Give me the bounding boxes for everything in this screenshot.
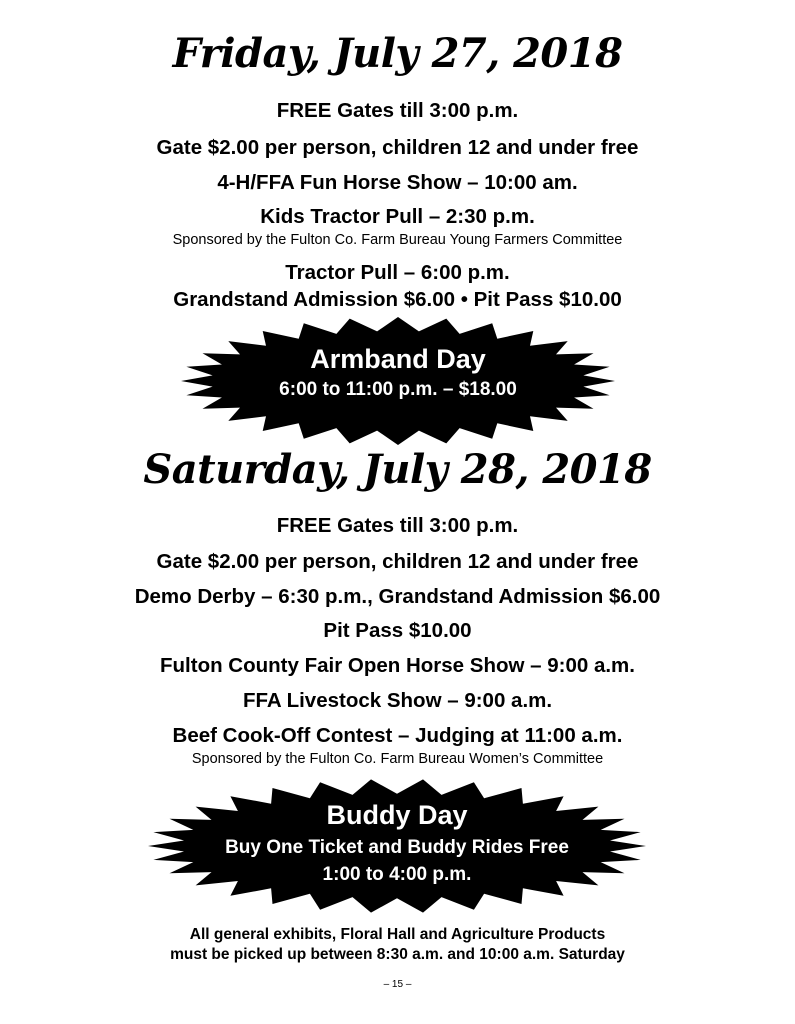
friday-kids-tractor-pull: Kids Tractor Pull – 2:30 p.m.: [260, 205, 535, 228]
saturday-demo-derby: Demo Derby – 6:30 p.m., Grandstand Admission $6.00: [134, 585, 661, 608]
friday-tractor-pull: Tractor Pull – 6:00 p.m.: [285, 261, 510, 284]
saturday-beef-sponsor: Sponsored by the Fulton Co. Farm Bureau Women’s Committee: [191, 751, 604, 767]
armband-day-burst: [180, 316, 616, 446]
friday-gate-price: Gate $2.00 per person, children 12 and under free: [156, 136, 639, 159]
armband-day-title: Armband Day: [310, 344, 486, 374]
buddy-day-line2: 1:00 to 4:00 p.m.: [322, 864, 472, 885]
buddy-day-line1: Buy One Ticket and Buddy Rides Free: [225, 837, 569, 858]
buddy-day-burst: [147, 778, 647, 914]
friday-kids-pull-sponsor: Sponsored by the Fulton Co. Farm Bureau Young Farmers Committee: [172, 232, 623, 248]
friday-free-gates: FREE Gates till 3:00 p.m.: [276, 99, 519, 122]
armband-day-detail: 6:00 to 11:00 p.m. – $18.00: [279, 379, 517, 400]
saturday-beef-cookoff: Beef Cook-Off Contest – Judging at 11:00 a.m.: [172, 724, 623, 747]
saturday-open-horse-show: Fulton County Fair Open Horse Show – 9:00 a.m.: [160, 654, 635, 677]
saturday-gate-price: Gate $2.00 per person, children 12 and under free: [156, 550, 639, 573]
buddy-day-title: Buddy Day: [326, 800, 468, 830]
friday-grandstand: Grandstand Admission $6.00 • Pit Pass $10.00: [173, 288, 622, 311]
saturday-title: Saturday, July 28, 2018: [143, 446, 652, 493]
saturday-livestock-show: FFA Livestock Show – 9:00 a.m.: [242, 689, 553, 712]
friday-title: Friday, July 27, 2018: [172, 30, 623, 77]
saturday-free-gates: FREE Gates till 3:00 p.m.: [276, 514, 519, 537]
page-number: – 15 –: [383, 979, 412, 990]
footer-line-1: All general exhibits, Floral Hall and Agriculture Products: [189, 926, 606, 943]
friday-horse-show: 4-H/FFA Fun Horse Show – 10:00 am.: [217, 171, 578, 194]
saturday-pit-pass: Pit Pass $10.00: [323, 619, 472, 642]
footer-line-2: must be picked up between 8:30 a.m. and 10:00 a.m. Saturday: [170, 946, 625, 963]
